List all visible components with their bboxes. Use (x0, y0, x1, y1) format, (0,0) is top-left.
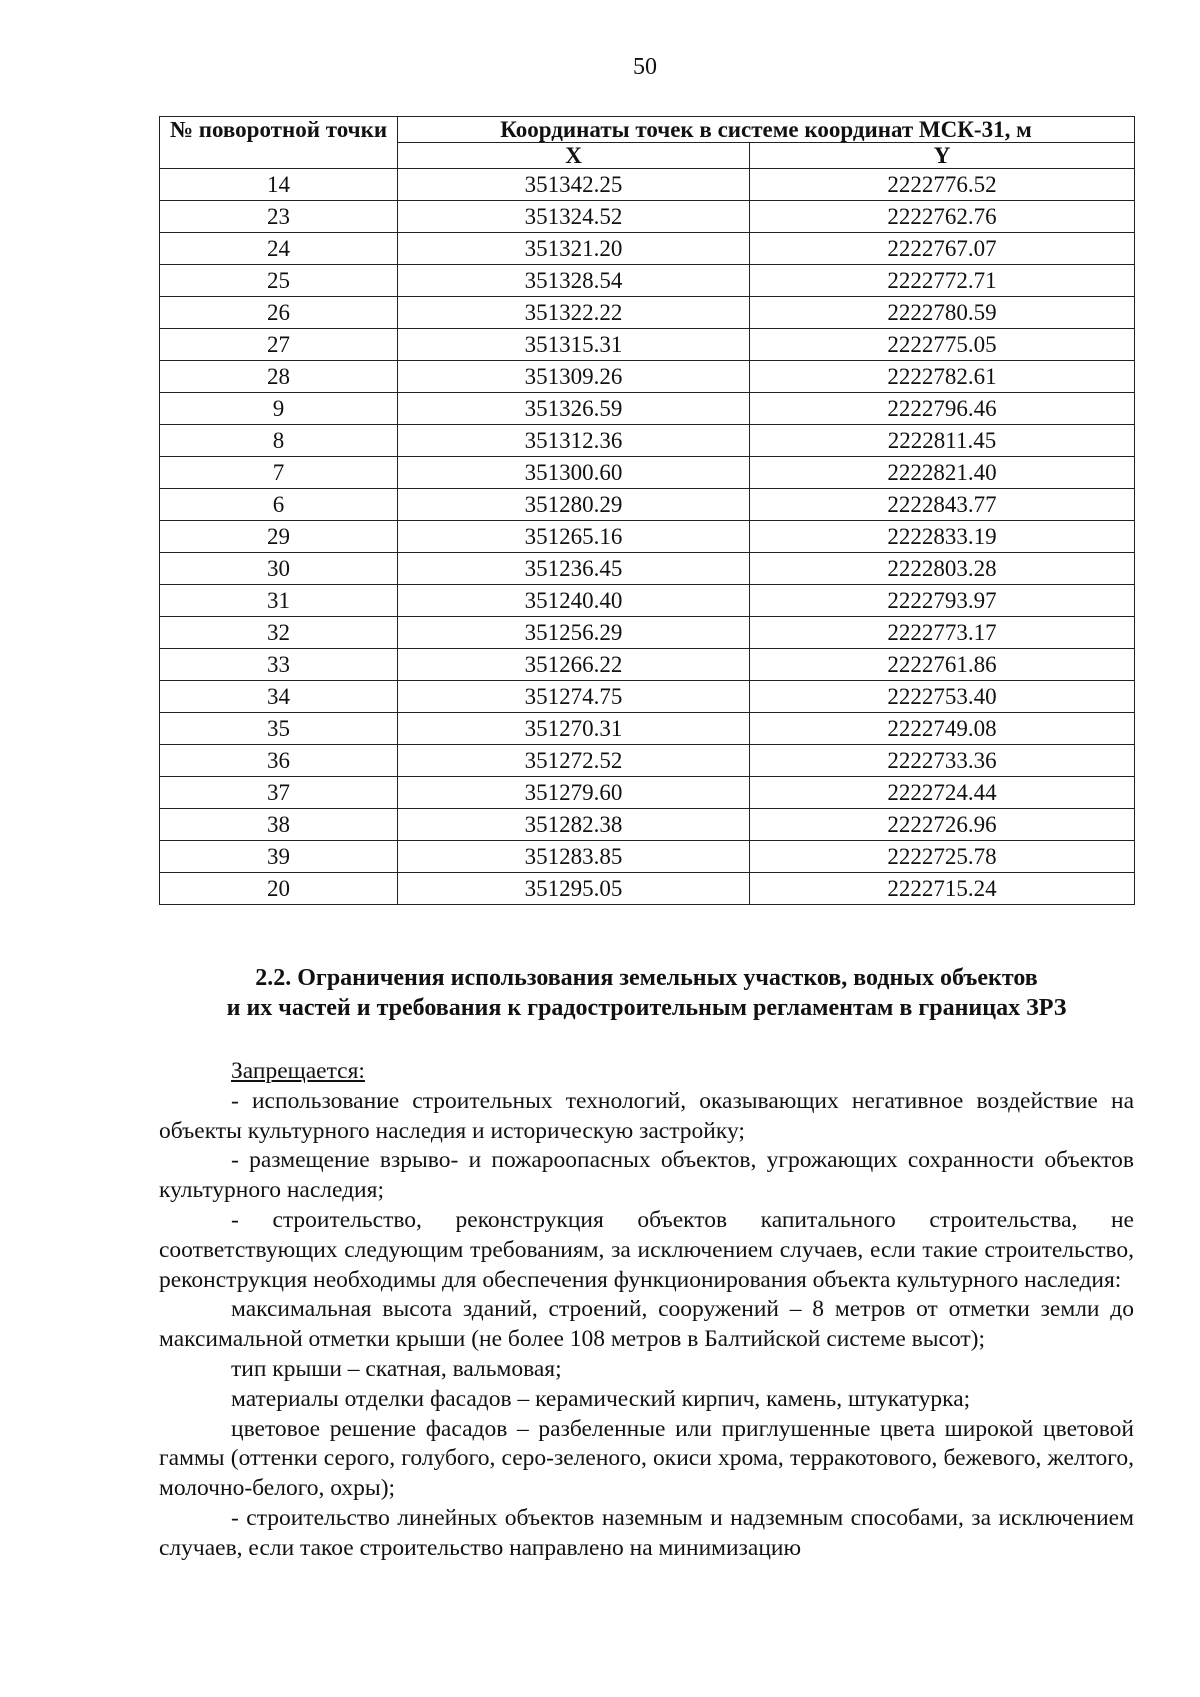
cell-x: 351265.16 (398, 521, 750, 553)
cell-x: 351279.60 (398, 777, 750, 809)
table-row (160, 649, 1135, 681)
cell-point-number: 35 (160, 713, 398, 745)
table-row (160, 873, 1135, 905)
header-x: X (398, 143, 750, 169)
paragraph-3: - строительство, реконструкция объектов капитального строительства, не соответствующих следующим требованиям, за исключением случаев, если такие строительство, реконструкция необходимы для обеспечения функционирования объекта культурного наследия: (159, 1206, 1134, 1293)
cell-x: 351309.26 (398, 361, 750, 393)
cell-x: 351312.36 (398, 425, 750, 457)
table-row (160, 361, 1135, 393)
cell-point-number: 26 (160, 297, 398, 329)
cell-point-number: 25 (160, 265, 398, 297)
paragraph-2: - размещение взрыво- и пожароопасных объектов, угрожающих сохранности объектов культурного наследия; (159, 1147, 1134, 1204)
cell-x: 351300.60 (398, 457, 750, 489)
cell-x: 351324.52 (398, 201, 750, 233)
cell-x: 351295.05 (398, 873, 750, 905)
table-row (160, 489, 1135, 521)
table-row (160, 585, 1135, 617)
cell-point-number: 6 (160, 489, 398, 521)
table-row (160, 521, 1135, 553)
cell-point-number: 36 (160, 745, 398, 777)
table-row (160, 681, 1135, 713)
paragraph-8: - строительство линейных объектов наземным и надземным способами, за исключением случаев, если такое строительство направлено на минимизацию (159, 1504, 1134, 1561)
table-row (160, 265, 1135, 297)
table-row (160, 233, 1135, 265)
table-row (160, 617, 1135, 649)
cell-y: 2222773.17 (750, 617, 1135, 649)
cell-y: 2222821.40 (750, 457, 1135, 489)
table-row (160, 393, 1135, 425)
cell-point-number: 39 (160, 841, 398, 873)
cell-y: 2222767.07 (750, 233, 1135, 265)
cell-y: 2222803.28 (750, 553, 1135, 585)
cell-y: 2222724.44 (750, 777, 1135, 809)
cell-point-number: 23 (160, 201, 398, 233)
table-row (160, 329, 1135, 361)
cell-y: 2222733.36 (750, 745, 1135, 777)
cell-y: 2222772.71 (750, 265, 1135, 297)
cell-x: 351240.40 (398, 585, 750, 617)
cell-y: 2222796.46 (750, 393, 1135, 425)
cell-x: 351315.31 (398, 329, 750, 361)
cell-x: 351256.29 (398, 617, 750, 649)
cell-y: 2222775.05 (750, 329, 1135, 361)
cell-y: 2222726.96 (750, 809, 1135, 841)
table-row (160, 425, 1135, 457)
cell-point-number: 31 (160, 585, 398, 617)
cell-point-number: 34 (160, 681, 398, 713)
section-heading (159, 963, 1134, 1023)
header-point-number: № поворотной точки (160, 117, 398, 169)
cell-y: 2222780.59 (750, 297, 1135, 329)
cell-y: 2222811.45 (750, 425, 1135, 457)
cell-point-number: 30 (160, 553, 398, 585)
table-row (160, 745, 1135, 777)
cell-x: 351342.25 (398, 169, 750, 201)
cell-point-number: 14 (160, 169, 398, 201)
prohibited-lead: Запрещается: (231, 1058, 365, 1084)
paragraph-5: тип крыши – скатная, вальмовая; (231, 1355, 562, 1382)
cell-y: 2222753.40 (750, 681, 1135, 713)
paragraph-7: цветовое решение фасадов – разбеленные или приглушенные цвета широкой цветовой гаммы (оттенки серого, голубого, серо-зеленого, окиси хрома, терракотового, бежевого, желтого, молочно-белого, охры); (159, 1415, 1134, 1502)
cell-point-number: 27 (160, 329, 398, 361)
cell-y: 2222725.78 (750, 841, 1135, 873)
cell-x: 351322.22 (398, 297, 750, 329)
page-number: 50 (633, 54, 657, 80)
cell-x: 351280.29 (398, 489, 750, 521)
table-row (160, 169, 1135, 201)
paragraph-4: максимальная высота зданий, строений, сооружений – 8 метров от отметки земли до максимальной отметки крыши (не более 108 метров в Балтийской системе высот); (159, 1296, 1134, 1353)
cell-point-number: 32 (160, 617, 398, 649)
cell-x: 351266.22 (398, 649, 750, 681)
cell-point-number: 24 (160, 233, 398, 265)
table-row (160, 713, 1135, 745)
cell-x: 351236.45 (398, 553, 750, 585)
cell-x: 351270.31 (398, 713, 750, 745)
cell-point-number: 7 (160, 457, 398, 489)
cell-point-number: 28 (160, 361, 398, 393)
header-y: Y (750, 143, 1135, 169)
cell-point-number: 29 (160, 521, 398, 553)
section-title (159, 963, 1134, 1023)
section-title-line-2: и их частей и требования к градостроительным регламентам в границах ЗРЗ (226, 995, 1067, 1021)
paragraph-1: - использование строительных технологий, оказывающих негативное воздействие на объекты культурного наследия и историческую застройку; (159, 1087, 1134, 1144)
table-row (160, 457, 1135, 489)
table-row (160, 777, 1135, 809)
cell-y: 2222776.52 (750, 169, 1135, 201)
cell-y: 2222843.77 (750, 489, 1135, 521)
table-row (160, 841, 1135, 873)
cell-x: 351282.38 (398, 809, 750, 841)
table-row (160, 809, 1135, 841)
cell-y: 2222833.19 (750, 521, 1135, 553)
body-text (159, 1057, 1134, 1564)
table-row (160, 553, 1135, 585)
coordinates-table (159, 116, 1135, 905)
cell-y: 2222761.86 (750, 649, 1135, 681)
cell-point-number: 9 (160, 393, 398, 425)
cell-y: 2222749.08 (750, 713, 1135, 745)
cell-x: 351326.59 (398, 393, 750, 425)
cell-y: 2222715.24 (750, 873, 1135, 905)
cell-x: 351328.54 (398, 265, 750, 297)
section-title-line-1: 2.2. Ограничения использования земельных участков, водных объектов (255, 965, 1038, 991)
cell-point-number: 33 (160, 649, 398, 681)
cell-y: 2222762.76 (750, 201, 1135, 233)
cell-y: 2222782.61 (750, 361, 1135, 393)
cell-x: 351283.85 (398, 841, 750, 873)
cell-x: 351321.20 (398, 233, 750, 265)
cell-x: 351274.75 (398, 681, 750, 713)
cell-point-number: 37 (160, 777, 398, 809)
cell-point-number: 38 (160, 809, 398, 841)
cell-y: 2222793.97 (750, 585, 1135, 617)
cell-x: 351272.52 (398, 745, 750, 777)
paragraph-6: материалы отделки фасадов – керамический кирпич, камень, штукатурка; (231, 1385, 971, 1412)
header-coordinates: Координаты точек в системе координат МСК-31, м (398, 117, 1135, 143)
cell-point-number: 8 (160, 425, 398, 457)
table-row (160, 201, 1135, 233)
table-body (160, 169, 1135, 905)
cell-point-number: 20 (160, 873, 398, 905)
table-row (160, 297, 1135, 329)
